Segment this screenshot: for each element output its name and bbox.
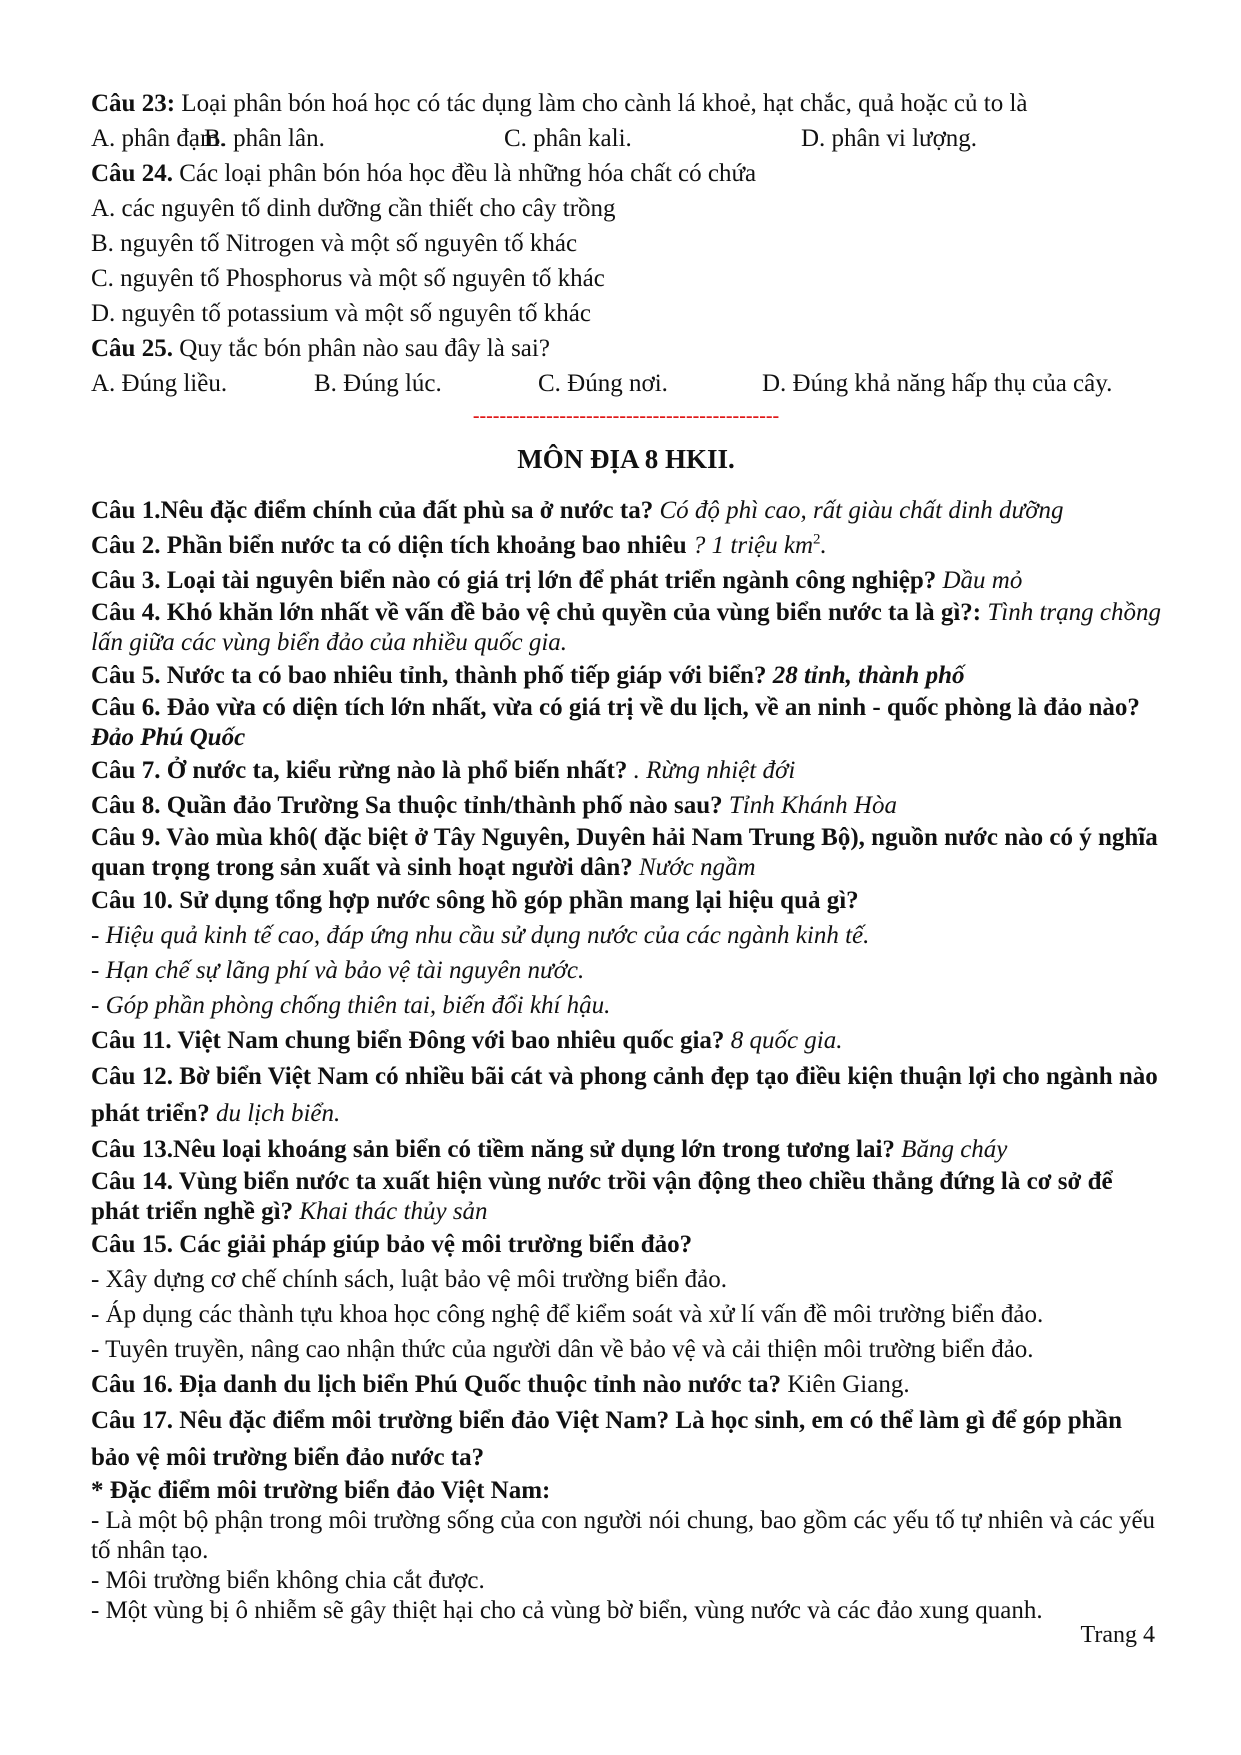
- answer-text: du lịch biển.: [209, 1100, 341, 1127]
- answer-item: - Xây dựng cơ chế chính sách, luật bảo vệ môi trường biển đảo.: [91, 1266, 727, 1293]
- question-25-options: [91, 366, 1161, 401]
- question-text: . Vào mùa khô( đặc biệt ở Tây Nguyên, Duyên hải Nam Trung Bộ), nguồn nước nào có ý nghĩa quan trọng trong sản xuất và sinh hoạt người dân?: [91, 824, 1158, 881]
- answer-text: 8 quốc gia.: [724, 1027, 843, 1054]
- answer-item: - Áp dụng các thành tựu khoa học công nghệ để kiểm soát và xử lí vấn đề môi trường biển đảo.: [91, 1301, 1044, 1328]
- subject-title: MÔN ĐỊA 8 HKII.: [517, 444, 735, 474]
- geo-question-16: [91, 1367, 1161, 1402]
- question-text: Câu 13.Nêu loại khoáng sản biển có tiềm năng sử dụng lớn trong tương lai?: [91, 1136, 895, 1163]
- option-c: C. Đúng nơi.: [538, 370, 668, 397]
- answer-text: 28 tỉnh, thành phố: [766, 662, 965, 689]
- question-text: Câu 5. Nước ta có bao nhiêu tỉnh, thành phố tiếp giáp với biển?: [91, 662, 767, 689]
- question-text: . Việt Nam chung biển Đông với bao nhiêu quốc gia?: [165, 1027, 725, 1054]
- geo-question-8: [91, 788, 1161, 823]
- geo-question-1: [91, 493, 1161, 528]
- geo-question-15: [91, 1227, 1161, 1262]
- question-text: Câu 16. Địa danh du lịch biển Phú Quốc thuộc tỉnh nào nước ta?: [91, 1371, 782, 1398]
- answer-item: - Môi trường biển không chia cắt được.: [91, 1567, 485, 1594]
- question-text: Câu 15. Các giải pháp giúp bảo vệ môi trường biển đảo?: [91, 1231, 693, 1258]
- question-text: Câu 17. Nêu đặc điểm môi trường biển đảo Việt Nam? Là học sinh, em có thể làm gì để góp phần bảo vệ môi trường biển đảo nước ta?: [91, 1407, 1122, 1471]
- answer-text: Tình trạng chồng lấn giữa các vùng biển đảo của nhiều quốc gia.: [91, 599, 1161, 656]
- option-b: B. Đúng lúc.: [314, 370, 442, 397]
- question-text: . Bờ biển Việt Nam có nhiều bãi cát và phong cảnh đẹp tạo điều kiện thuận lợi cho ngành nào phát triển?: [91, 1063, 1158, 1127]
- option-a: A. Đúng liều.: [91, 370, 228, 397]
- geo-question-9: [91, 823, 1161, 883]
- question-text: Câu 8. Quần đảo Trường Sa thuộc tỉnh/thành phố nào sau?: [91, 792, 723, 819]
- geo-question-4: [91, 598, 1161, 658]
- answer-text: Khai thác thủy sản: [293, 1198, 488, 1225]
- geo-question-7: [91, 753, 1161, 788]
- geo-question-10: [91, 883, 1161, 918]
- answer-item: - Là một bộ phận trong môi trường sống của con người nói chung, bao gồm các yếu tố tự nhiên và các yếu tố nhân tạo.: [91, 1507, 1156, 1564]
- option-d: D. phân vi lượng.: [801, 125, 978, 152]
- answer-text: ? 1 triệu km: [686, 532, 814, 559]
- answer-text: Tỉnh Khánh Hòa: [722, 792, 897, 819]
- question-text: Câu 3. Loại tài nguyên biển nào có giá trị lớn để phát triển ngành công nghiệp?: [91, 567, 937, 594]
- answer-text: . Rừng nhiệt đới: [627, 757, 796, 784]
- geo-question-13: [91, 1132, 1161, 1167]
- answer-text: Có độ phì cao, rất giàu chất dinh dưỡng: [653, 497, 1064, 524]
- answer-text: .: [820, 532, 827, 559]
- superscript: 2: [813, 531, 821, 548]
- question-text: Loại phân bón hoá học có tác dụng làm cho cành lá khoẻ, hạt chắc, quả hoặc củ to là: [175, 90, 1028, 117]
- question-label: Câu 23:: [91, 90, 176, 117]
- option-d: D. Đúng khả năng hấp thụ của cây.: [762, 370, 1113, 397]
- answer-item: [91, 918, 1161, 953]
- question-text: Quy tắc bón phân nào sau đây là sai?: [172, 335, 550, 362]
- answer-item: - Một vùng bị ô nhiễm sẽ gây thiệt hại cho cả vùng bờ biển, vùng nước và các đảo xung quanh.: [91, 1597, 1043, 1624]
- question-text: Câu 7. Ở nước ta, kiểu rừng nào là phổ biến nhất?: [91, 757, 628, 784]
- section-divider: ----------------------------------------------: [472, 405, 780, 427]
- answer-item: - Tuyên truyền, nâng cao nhận thức của người dân về bảo vệ và cải thiện môi trường biển đảo.: [91, 1336, 1034, 1363]
- answer-text: Nước ngầm: [632, 854, 756, 881]
- geo-question-6: [91, 693, 1161, 753]
- geo-question-5: [91, 658, 1161, 693]
- page-number: Trang 4: [1080, 1622, 1155, 1648]
- geo-question-17: [91, 1402, 1161, 1476]
- question-23: [91, 86, 1161, 121]
- geo-question-2: [91, 528, 1161, 563]
- option-c: C. phân kali.: [504, 125, 632, 152]
- option-a: A. phân đạm.: [91, 125, 226, 152]
- geo-question-3: [91, 563, 1161, 598]
- question-23-options: [91, 121, 1161, 156]
- question-text: Câu 6. Đảo vừa có diện tích lớn nhất, vừa có giá trị về du lịch, về an ninh - quốc phòng là đảo nào?: [91, 694, 1140, 721]
- answer-heading: [91, 1476, 1161, 1506]
- question-24: [91, 156, 1161, 191]
- answer-text: - Hạn chế sự lãng phí và bảo vệ tài nguyên nước.: [91, 957, 585, 984]
- answer-text: - Hiệu quả kinh tế cao, đáp ứng nhu cầu sử dụng nước của các ngành kinh tế.: [91, 922, 870, 949]
- option-d: D. nguyên tố potassium và một số nguyên tố khác: [91, 300, 591, 327]
- answer-text: Kiên Giang.: [781, 1371, 910, 1398]
- option-b: B. phân lân.: [204, 125, 325, 152]
- answer-item: [91, 953, 1161, 988]
- answer-text: Đảo Phú Quốc: [91, 724, 246, 751]
- question-label: Câu 9: [91, 824, 155, 851]
- question-text: Câu 2. Phần biển nước ta có diện tích khoảng bao nhiêu: [91, 532, 687, 559]
- question-label: Câu 12: [91, 1063, 167, 1090]
- geo-question-14: [91, 1167, 1161, 1227]
- question-text: Câu 10. Sử dụng tổng hợp nước sông hồ góp phần mang lại hiệu quả gì?: [91, 887, 859, 914]
- question-text: Các loại phân bón hóa học đều là những hóa chất có chứa: [172, 160, 757, 187]
- question-label: Câu 11: [91, 1027, 166, 1054]
- option-a: A. các nguyên tố dinh dưỡng cần thiết cho cây trồng: [91, 195, 616, 222]
- answer-item: [91, 988, 1161, 1023]
- answer-text: Dầu mỏ: [936, 567, 1023, 594]
- question-text: Câu 4. Khó khăn lớn nhất về vấn đề bảo vệ chủ quyền của vùng biển nước ta là gì?:: [91, 599, 982, 626]
- question-25: [91, 331, 1161, 366]
- answer-text: Băng cháy: [894, 1136, 1008, 1163]
- option-b: B. nguyên tố Nitrogen và một số nguyên tố khác: [91, 230, 578, 257]
- question-label: Câu 25.: [91, 335, 173, 362]
- question-label: Câu 24.: [91, 160, 173, 187]
- geo-question-11: [91, 1023, 1161, 1058]
- geo-question-12: [91, 1058, 1161, 1132]
- page-content: [91, 86, 1161, 1626]
- question-text: Câu 1.Nêu đặc điểm chính của đất phù sa ở nước ta?: [91, 497, 654, 524]
- option-c: C. nguyên tố Phosphorus và một số nguyên tố khác: [91, 265, 605, 292]
- heading-text: * Đặc điểm môi trường biển đảo Việt Nam:: [91, 1477, 551, 1504]
- question-text: Câu 14. Vùng biển nước ta xuất hiện vùng nước trồi vận động theo chiều thẳng đứng là cơ sở để phát triển nghề gì?: [91, 1168, 1113, 1225]
- answer-text: - Góp phần phòng chống thiên tai, biến đổi khí hậu.: [91, 992, 611, 1019]
